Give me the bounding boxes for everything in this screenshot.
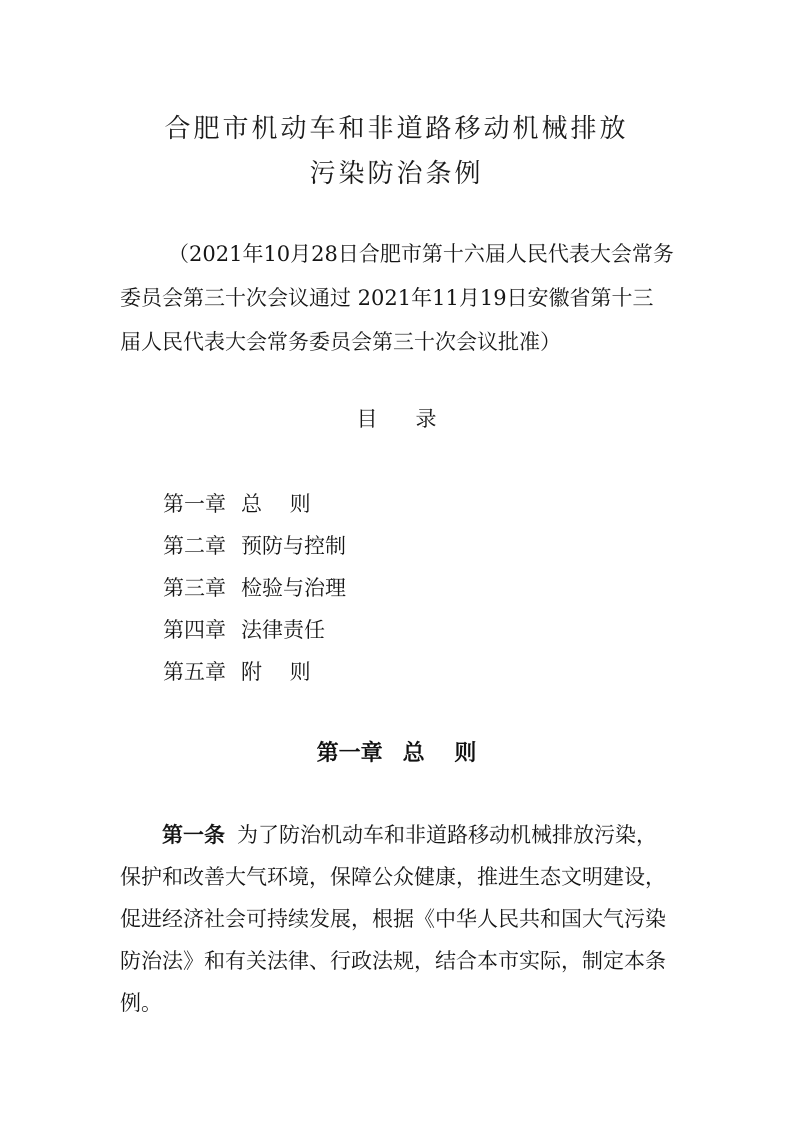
chapter-label: 第一章 — [316, 741, 383, 766]
toc-chapter-number: 第二章 — [163, 534, 226, 558]
adoption-note — [120, 232, 680, 364]
toc-chapter-title: 预防与控制 — [241, 534, 346, 558]
toc-chapter-number: 第四章 — [163, 618, 226, 642]
article-1 — [120, 814, 680, 1024]
toc-item — [163, 488, 346, 530]
toc-chapter-title: 附 则 — [241, 660, 311, 684]
toc-item — [163, 614, 346, 656]
toc-chapter-number: 第三章 — [163, 576, 226, 600]
toc-item — [163, 572, 346, 614]
toc-item — [163, 656, 346, 698]
article-text: 为了防治机动车和非道路移动机械排放污染， — [237, 823, 657, 847]
adoption-note-line: 委员会第三十次会议通过 2021年11月19日安徽省第十三 — [120, 286, 654, 310]
toc-chapter-number: 第一章 — [163, 492, 226, 516]
toc-chapter-title: 法律责任 — [241, 618, 325, 642]
document-title-line-2: 污染防治条例 — [309, 159, 484, 189]
toc-heading-part: 录 — [415, 407, 437, 431]
article-line — [120, 814, 680, 856]
toc-chapter-number: 第五章 — [163, 660, 226, 684]
document-title-line-1: 合肥市机动车和非道路移动机械排放 — [164, 114, 629, 144]
article-line: 防治法》和有关法律、行政法规，结合本市实际，制定本条 — [120, 949, 666, 973]
table-of-contents — [163, 488, 346, 698]
toc-heading — [0, 403, 793, 433]
article-line: 保护和改善大气环境，保障公众健康，推进生态文明建设， — [120, 865, 666, 889]
toc-heading-part: 目 — [356, 407, 378, 431]
adoption-note-line: 届人民代表大会常务委员会第三十次会议批准） — [120, 330, 561, 354]
chapter-title: 总 则 — [402, 741, 477, 766]
article-line: 促进经济社会可持续发展，根据《中华人民共和国大气污染 — [120, 907, 666, 931]
article-line: 例。 — [120, 991, 162, 1015]
toc-chapter-title: 总 则 — [241, 492, 311, 516]
chapter-heading — [0, 736, 793, 767]
toc-item — [163, 530, 346, 572]
article-label: 第一条 — [162, 823, 225, 847]
adoption-note-line: （2021年10月28日合肥市第十六届人民代表大会常务 — [168, 242, 674, 266]
toc-chapter-title: 检验与治理 — [241, 576, 346, 600]
